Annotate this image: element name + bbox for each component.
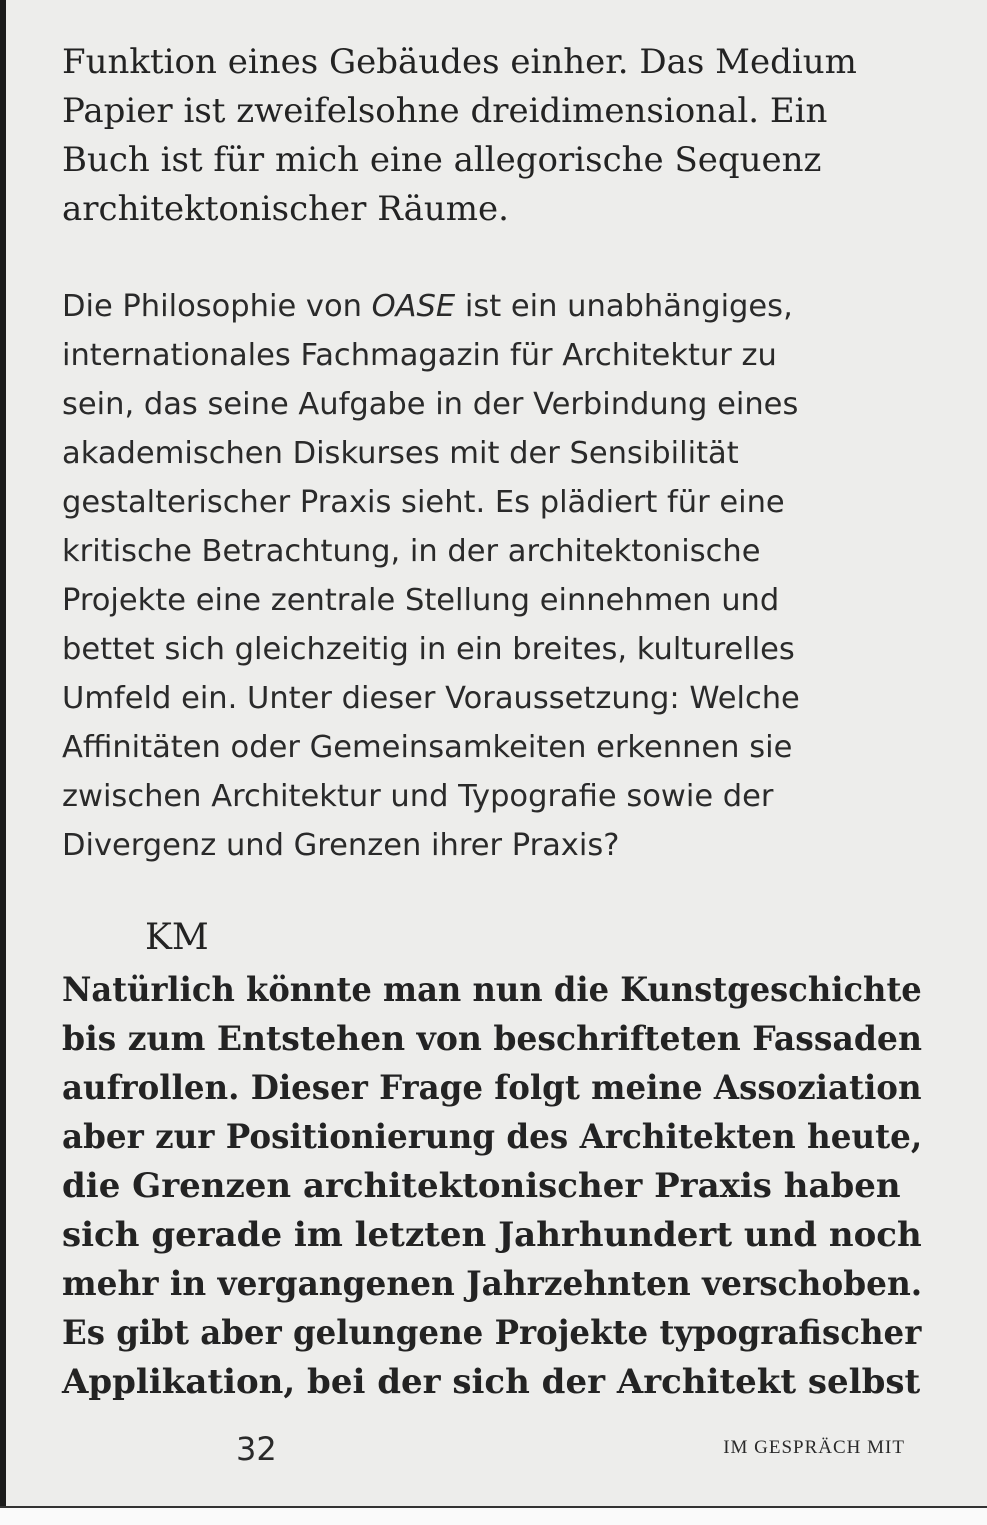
text-line: Natürlich könnte man nun die Kunstgeschichte: [62, 970, 922, 1010]
page-edge-left: [0, 0, 6, 1508]
text-line: Es gibt aber gelungene Projekte typografischer: [62, 1313, 922, 1353]
text-line: Buch ist für mich eine allegorische Sequenz: [62, 140, 822, 180]
text-line: akademischen Diskurses mit der Sensibilität: [62, 436, 739, 471]
text-line: Funktion eines Gebäudes einher. Das Medium: [62, 42, 857, 82]
text-line: sich gerade im letzten Jahrhundert und noch: [62, 1215, 922, 1255]
text-line: aber zur Positionierung des Architekten heute,: [62, 1117, 923, 1157]
text-line: bettet sich gleichzeitig in ein breites, kulturelles: [62, 632, 795, 667]
text-line: internationales Fachmagazin für Architektur zu: [62, 338, 777, 373]
text-line: architektonischer Räume.: [62, 189, 509, 229]
text-line: Affinitäten oder Gemeinsamkeiten erkennen sie: [62, 730, 793, 765]
text-segment: Die Philosophie von: [62, 289, 372, 324]
text-segment: ist ein unabhängiges,: [455, 289, 793, 324]
text-line: Papier ist zweifelsohne dreidimensional. Ein: [62, 91, 828, 131]
speaker-initials: KM: [145, 917, 209, 958]
text-line: sein, das seine Aufgabe in der Verbindung eines: [62, 387, 799, 422]
text-line: Applikation, bei der sich der Architekt selbst: [62, 1362, 921, 1402]
intro-paragraph: [62, 38, 922, 234]
scan-margin: [0, 1508, 987, 1525]
text-line: bis zum Entstehen von beschrifteten Fassaden: [62, 1019, 922, 1059]
text-line: Projekte eine zentrale Stellung einnehmen und: [62, 583, 780, 618]
text-line: die Grenzen architektonischer Praxis haben: [62, 1166, 901, 1206]
text-line: mehr in vergangenen Jahrzehnten verschoben.: [62, 1264, 923, 1304]
text-line: Umfeld ein. Unter dieser Voraussetzung: Welche: [62, 681, 800, 716]
running-head: IM GESPRÄCH MIT: [723, 1437, 905, 1458]
page-number: 32: [236, 1430, 277, 1468]
text-line: zwischen Architektur und Typografie sowie der: [62, 779, 774, 814]
text-line: Divergenz und Grenzen ihrer Praxis?: [62, 828, 620, 863]
text-line: [62, 282, 932, 331]
text-line: gestalterischer Praxis sieht. Es plädiert für eine: [62, 485, 785, 520]
magazine-title: OASE: [371, 289, 456, 324]
question-paragraph: [62, 282, 932, 870]
text-line: aufrollen. Dieser Frage folgt meine Assoziation: [62, 1068, 922, 1108]
text-line: kritische Betrachtung, in der architektonische: [62, 534, 761, 569]
answer-paragraph: [62, 966, 922, 1407]
